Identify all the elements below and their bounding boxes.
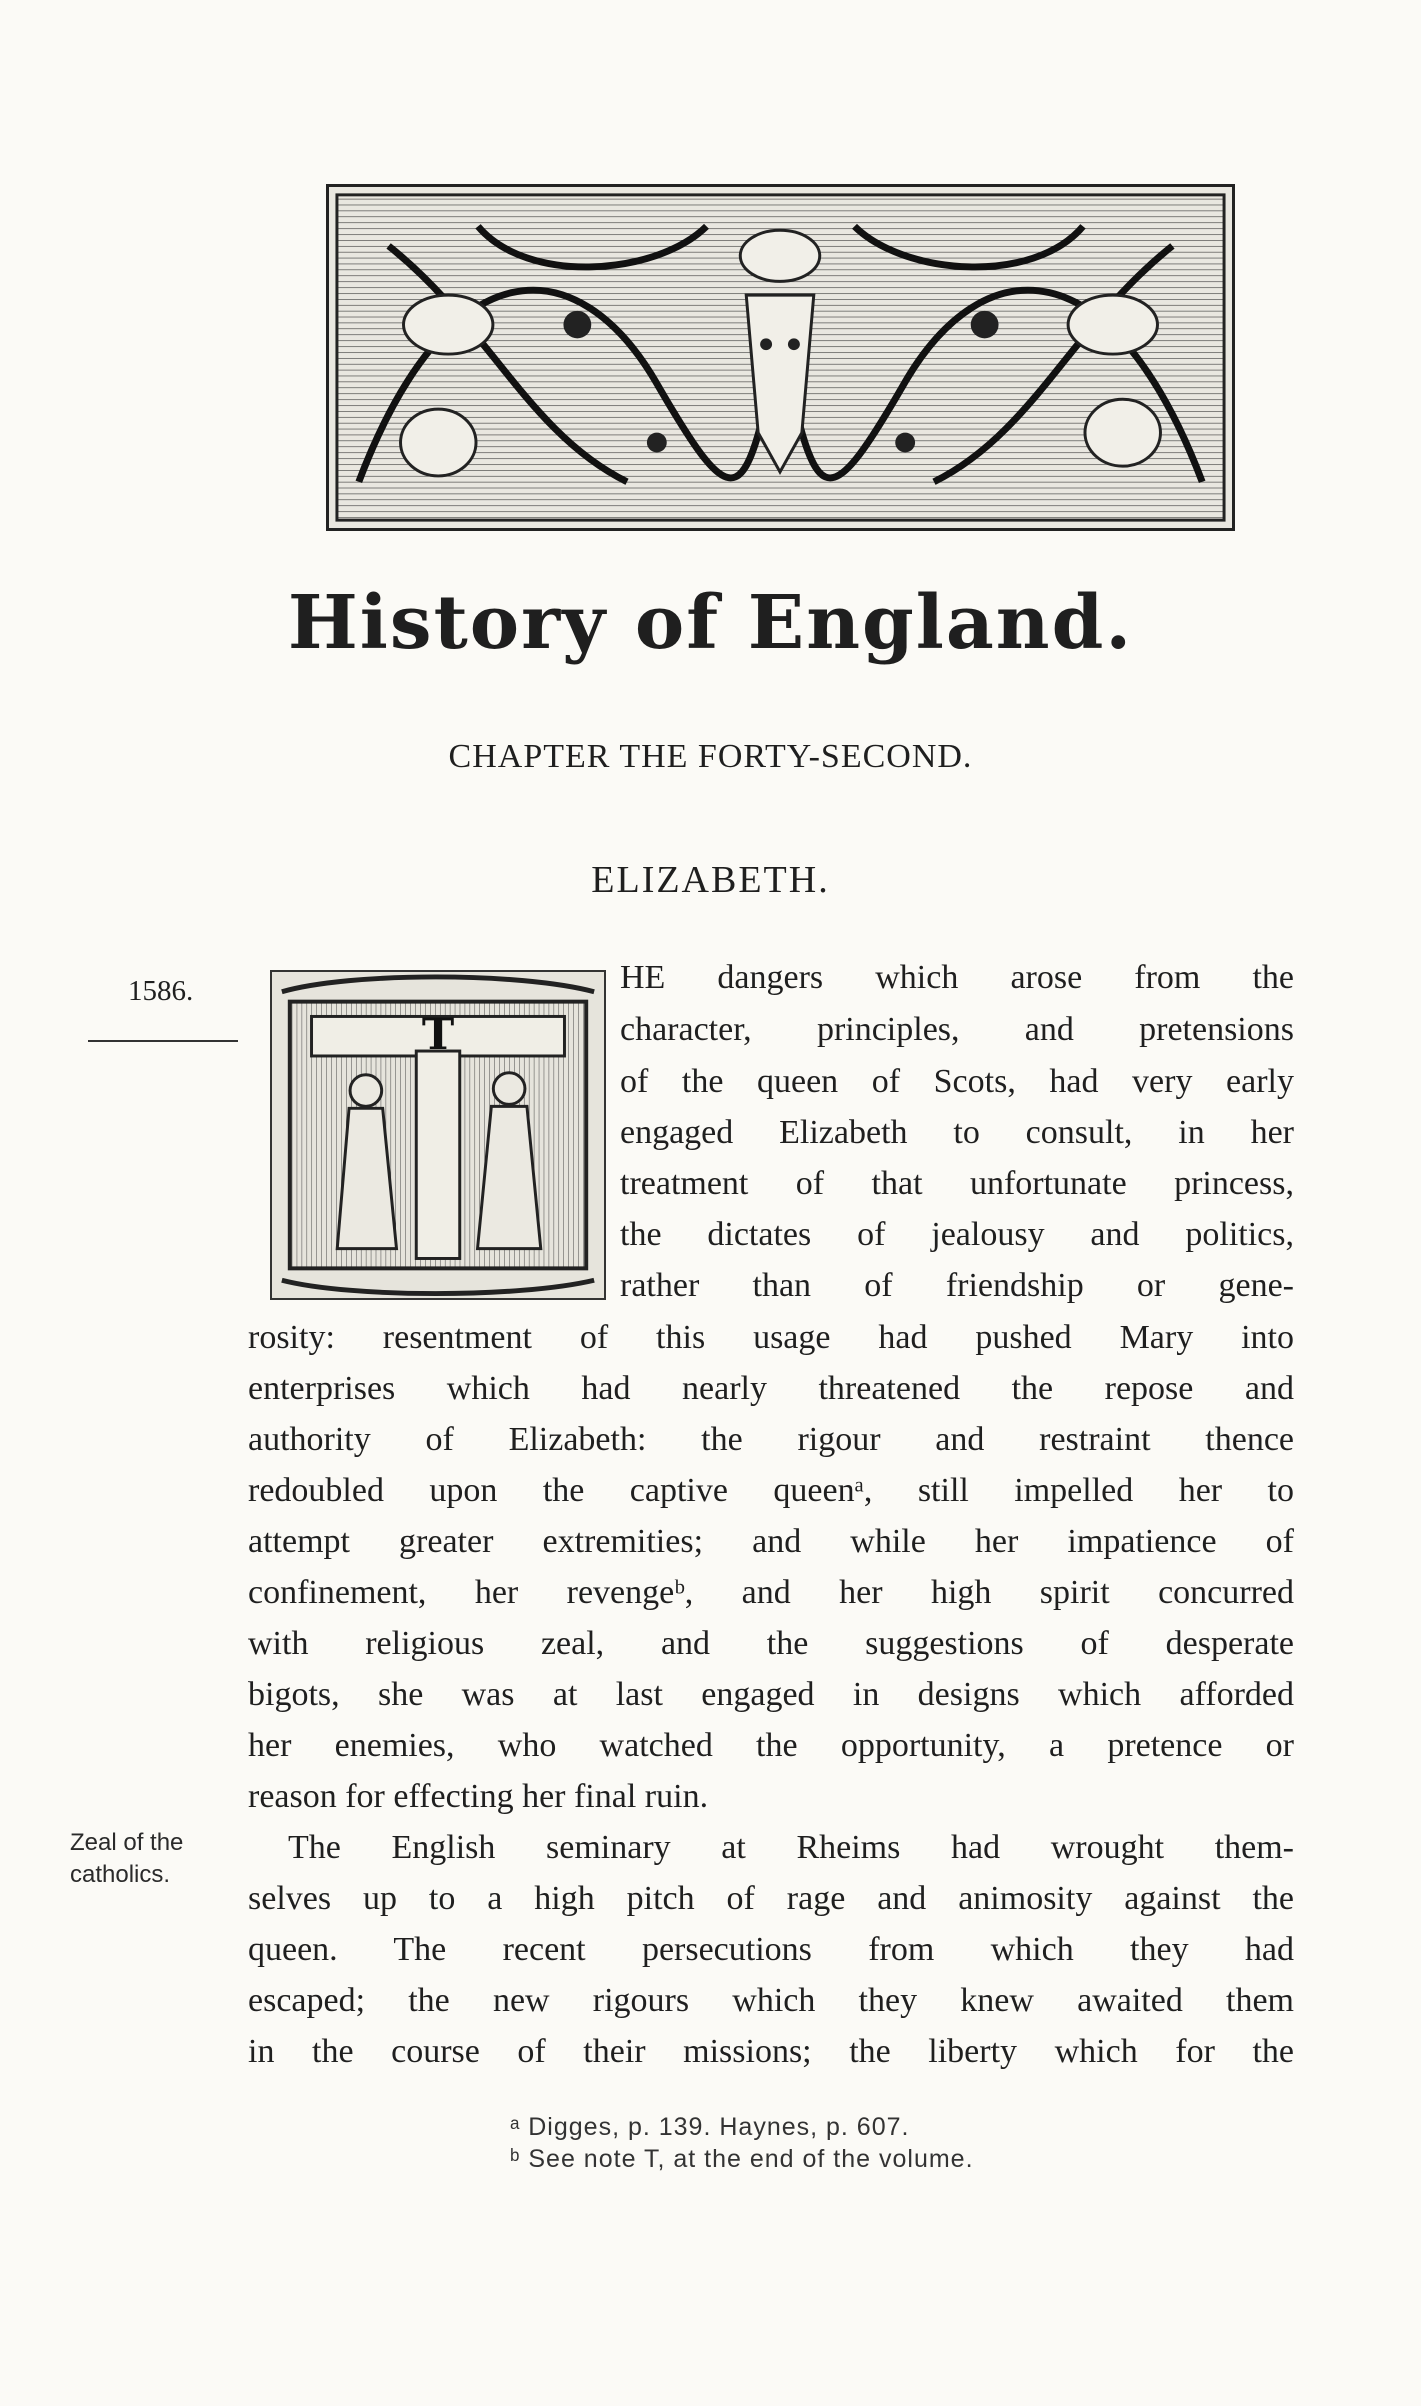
text-line: selves up to a high pitch of rage and animosity against the (248, 1880, 1294, 1917)
page-title: History of England. (287, 580, 1134, 666)
margin-note (70, 1827, 183, 1891)
text-line: authority of Elizabeth: the rigour and restraint thence (248, 1421, 1294, 1458)
text-line: rather than of friendship or gene- (620, 1267, 1294, 1304)
margin-note-line: Zeal of the (70, 1829, 184, 1856)
chapter-heading: CHAPTER THE FORTY-SECOND. (448, 738, 973, 775)
text-line: character, principles, and pretensions (620, 1011, 1294, 1048)
text-line: The English seminary at Rheims had wrought them- (288, 1829, 1294, 1866)
text-line: attempt greater extremities; and while her impatience of (248, 1523, 1294, 1560)
text-line: confinement, her revengeᵇ, and her high spirit concurred (248, 1574, 1294, 1611)
decorative-headpiece (326, 184, 1235, 531)
text-line: enterprises which had nearly threatened the repose and (248, 1370, 1294, 1407)
dropcap-letter: T (421, 1009, 455, 1061)
text-line: HE dangers which arose from the (620, 959, 1294, 996)
margin-note-line: catholics. (70, 1861, 171, 1888)
text-line: queen. The recent persecutions from which they had (248, 1931, 1294, 1968)
text-line: of the queen of Scots, had very early (620, 1063, 1294, 1100)
text-line: escaped; the new rigours which they knew awaited them (248, 1982, 1294, 2019)
text-line: bigots, she was at last engaged in designs which afforded (248, 1676, 1294, 1713)
margin-rule (88, 1040, 238, 1042)
dropcap-illustration (270, 970, 606, 1300)
margin-year: 1586. (128, 975, 194, 1007)
text-line: rosity: resentment of this usage had pushed Mary into (248, 1319, 1294, 1356)
text-line: engaged Elizabeth to consult, in her (620, 1114, 1294, 1151)
text-line: treatment of that unfortunate princess, (620, 1165, 1294, 1202)
text-line: with religious zeal, and the suggestions of desperate (248, 1625, 1294, 1662)
text-line: redoubled upon the captive queenᵃ, still impelled her to (248, 1472, 1294, 1509)
text-line: the dictates of jealousy and politics, (620, 1216, 1294, 1253)
footnote-b: ᵇ See note T, at the end of the volume. (510, 2145, 974, 2173)
text-line: her enemies, who watched the opportunity, a pretence or (248, 1727, 1294, 1764)
text-line: reason for effecting her final ruin. (248, 1778, 709, 1815)
reign-heading: ELIZABETH. (591, 859, 830, 901)
footnote-a: ᵃ Digges, p. 139. Haynes, p. 607. (510, 2113, 910, 2141)
text-line: in the course of their missions; the liberty which for the (248, 2033, 1294, 2070)
